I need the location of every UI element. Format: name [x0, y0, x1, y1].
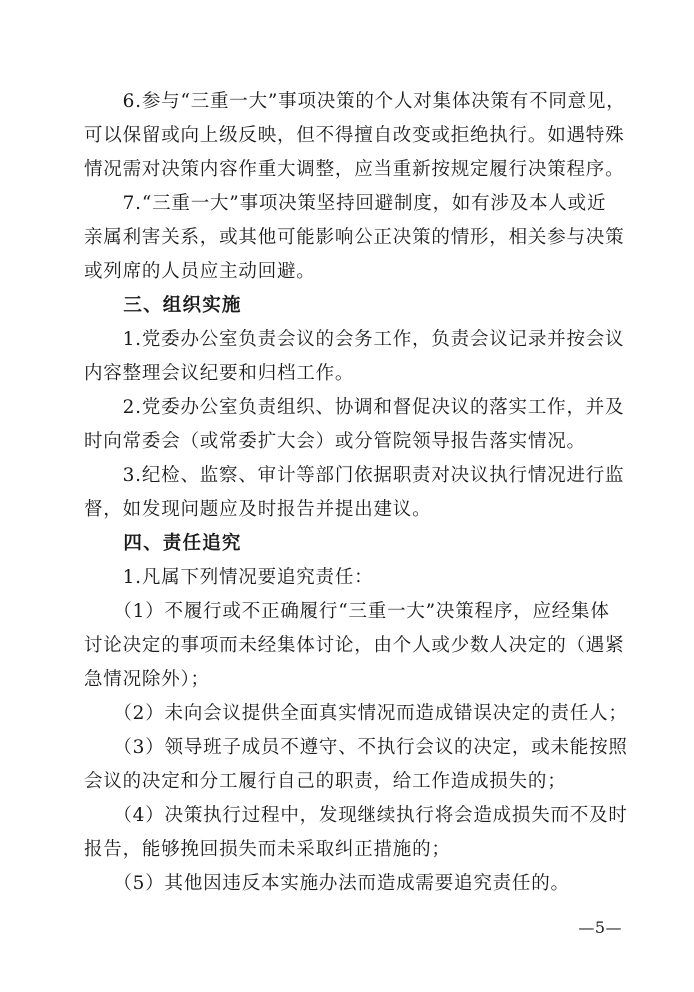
text-line: 会议的决定和分工履行自己的职责，给工作造成损失的；	[84, 771, 567, 792]
text-line: 1.凡属下列情况要追究责任：	[84, 567, 374, 588]
text-line: 亲属利害关系，或其他可能影响公正决策的情形，相关参与决策	[84, 227, 625, 248]
text-line: 2.党委办公室负责组织、协调和督促决议的落实工作，并及	[84, 397, 625, 418]
text-line: （5）其他因违反本实施办法而造成需要追究责任的。	[84, 873, 570, 894]
section-heading: 四、责任追究	[84, 533, 242, 554]
text-line: 情况需对决策内容作重大调整，应当重新按规定履行决策程序。	[84, 159, 625, 180]
text-line: 6.参与“三重一大”事项决策的个人对集体决策有不同意见，	[84, 91, 626, 112]
text-line: 内容整理会议纪要和归档工作。	[84, 363, 355, 384]
text-line: 或列席的人员应主动回避。	[84, 261, 316, 282]
text-line: （1）不履行或不正确履行“三重一大”决策程序，应经集体	[84, 601, 610, 622]
text-line: 报告，能够挽回损失而未采取纠正措施的；	[84, 839, 451, 860]
text-line: （2）未向会议提供全面真实情况而造成错误决定的责任人；	[84, 703, 628, 724]
page-number: —5—	[578, 918, 622, 937]
text-line: 1.党委办公室负责会议的会务工作，负责会议记录并按会议	[84, 329, 625, 350]
text-line: 督，如发现问题应及时报告并提出建议。	[84, 499, 432, 520]
text-line: 急情况除外）；	[84, 669, 210, 690]
text-line: 讨论决定的事项而未经集体讨论，由个人或少数人决定的（遇紧	[84, 635, 625, 656]
text-line: （4）决策执行过程中，发现继续执行将会造成损失而不及时	[84, 805, 628, 826]
text-line: 3.纪检、监察、审计等部门依据职责对决议执行情况进行监	[84, 465, 625, 486]
text-line: 时向常委会（或常委扩大会）或分管院领导报告落实情况。	[84, 431, 586, 452]
text-line: （3）领导班子成员不遵守、不执行会议的决定，或未能按照	[84, 737, 628, 758]
text-line: 7.“三重一大”事项决策坚持回避制度，如有涉及本人或近	[84, 193, 607, 214]
section-heading: 三、组织实施	[84, 295, 242, 316]
text-line: 可以保留或向上级反映，但不得擅自改变或拒绝执行。如遇特殊	[84, 125, 625, 146]
